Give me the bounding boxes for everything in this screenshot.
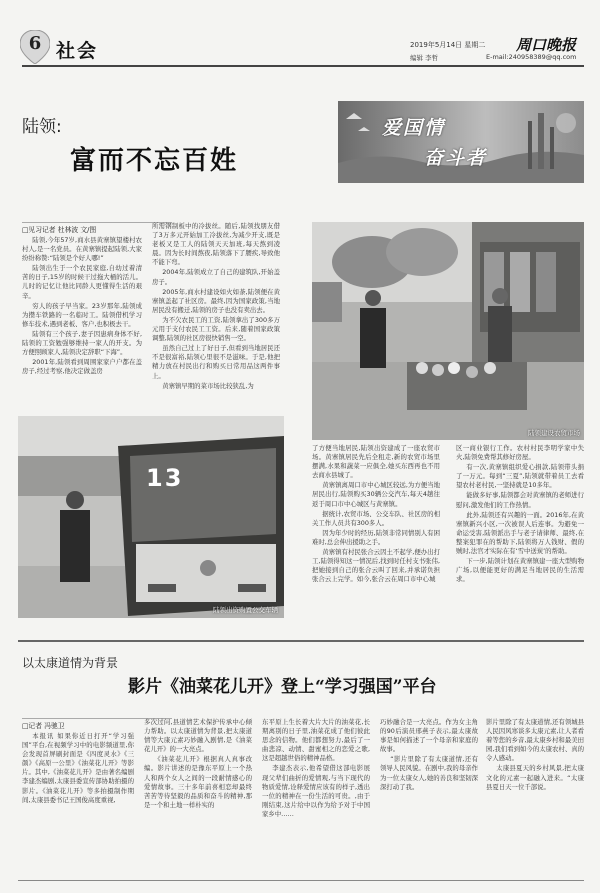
market-photo [312,222,584,440]
story1-byline-rule [22,222,172,223]
story1-byline: □见习记者 杜林波 文/图 [22,226,97,234]
story2-column-4 [380,718,478,872]
paragraph: “影片里除了有太康道情,还有领导人民风貌。在剧中,我的母亲作为一位太康女人,她的善良和坚韧深深打动了我。 [380,755,478,791]
paragraph: 有一次,黄寨镇组织爱心捐款,陆领带头捐了一万元。每到“三夏”,陆领就带着员工去看望农村老村民,一坚持就是10多年。 [456,463,584,490]
paragraph: 影片里除了有太康道情,还有领城县人民因风寒谈多太康元素,让人者看着等您的乡音,最太康乡村和最美田园,我们看到如今的太康农村、真的令人感动。 [486,718,584,763]
bus-photo-caption: 陆领出资购置公交车辆 [213,606,278,614]
paragraph: 据统计,农贸市场、公交车队、社区房的相关工作人员共有300多人。 [312,509,440,527]
banner-text-1: 爱国情 [382,117,446,139]
section-title: 社会 [56,40,99,62]
story1-headline: 富而不忘百姓 [70,146,239,176]
paragraph: 陆领,今年57岁,商水县黄寨镇望楼村农村人,是一名党员。在黄寨镇提起陆领,大家纷纷称赞:“陆领是个好人哪!” [22,236,142,263]
paragraph: 陆领出生于一个农民家庭,自幼过着清苦的日子,15岁的时候干过拖大桶的活儿。儿时的记忆让他比同龄人更懂得生活的艰辛。 [22,264,142,300]
story2-column-1 [22,732,134,872]
paragraph: 2005年,商水村建设如火如荼,陆领便在黄寨镇盖起了社区房。最终,因为国家政策,当地居民没有搬迁,陆领的房子也没有卖出去。 [152,287,280,314]
paragraph: 了方便当地居民,陆领出资建成了一座农贸市场。黄寨镇居民先后全租走,新的农贸市场里摆满,水果和蔬菜一应俱全,她买东西再也不用去商水县城了。 [312,444,440,480]
header-rule [22,65,584,67]
story2-column-5 [486,718,584,872]
paragraph: 因为年少时的经历,陆领非常同情别人有困难时,总会伸出援助之手。 [312,528,440,546]
footer-rule [18,880,584,881]
bus-photo-scene [18,416,284,618]
paragraph: 黄寨镇有村民张合云因土不起学,便办出打工,陆领得知这一情况后,找到时任村支书张伟,把她接到自己的张合云叫了回来,并承诺负担张合云上完学。如今,张合云在周口市中心城 [312,548,440,584]
story1-column-2 [152,222,280,414]
story1-column-1 [22,236,142,414]
story1-column-3 [312,444,440,618]
bus-route-number: 13 [146,464,184,492]
paragraph: 李建杰表示,他希望借这部电影展现父辈们曲折的爱情观,与当下现代的物质爱情,诠释爱情应该有的样子,透出一位的精神在一份生活的可贵。,由于刚结束,这片给中以作为给予对于中国家乡中…… [262,764,370,818]
bus-photo [18,416,284,618]
paragraph: 此外,陆领还有兴趣的一面。2016年,在黄寨镇新兴小区,一次被误人后连事。为避免一命运受害,陆领派出手与老子请律师、最终,在整案犯罪在的帮助下,陆领将万人钱财、假的贼时,法官才实际在有‘雪中送炭’的帮助。 [456,510,584,556]
page-number: 6 [28,33,42,54]
paragraph: 多次过问,县道情艺术保护传承中心倾力帮助。以太康道情为背景,把太康道情等大康元素巧妙融入剧情,是《油菜花儿开》的一大亮点。 [144,718,252,754]
paragraph: 黄寨镇离周口市中心城区较远,为方便当地居民出行,陆领购买30辆公交汽车,每天4趟往返于周口市中心城区与黄寨镇。 [312,481,440,508]
paragraph: 所需钢制板中的冷拔丝。随后,陆领找朋友借了3万多元开始加工冷拔丝,为减少开支,既是老板又是工人的陆领天天加班,每天熬到凌晨。因为长时间熬夜,陆领落下了腰疾,导致他不能下弯。 [152,222,280,267]
paragraph: 为不欠农民工的工资,陆领拿出了300多万元用于支付农民工工资。后来,随着国家政策调整,陆领的社区房很快销售一空。 [152,315,280,343]
story1-column-4 [456,444,584,618]
story2-kicker: 以太康道情为背景 [22,656,119,670]
story2-byline: □记者 冯驰卫 [22,722,65,730]
page-header [0,0,600,72]
paper-name: 周口晚报 [516,36,577,54]
story-separator [18,640,584,642]
paragraph: 东平原上生长着大片大片的油菜花,长期离别的日子里,油菜花成了他们彼此思念的信物。他们都想努力,最后了一曲悲凉、动情、甜蜜相之的恋爱之歌,这是超越世俗的精神品格。 [262,718,370,763]
paragraph: 下一步,陆领计划在黄寨镇建一座大型购物广场,以便能更好的满足当地居民的生活需求。 [456,557,584,584]
market-photo-scene [312,222,584,440]
banner-text-2: 奋斗者 [424,147,488,169]
paragraph: 2004年,陆领成立了自己的建筑队,开始盖房子。 [152,268,280,286]
banner-illustration [338,101,584,183]
paragraph: 《油菜花儿开》根据真人真事改编。影片讲述的是豫东平原上一个热人和两个女人之间的一段耐情感心的爱情故事。三十多年前喜相恋却最终苦苦等待坚毅的品质和奋斗的精神,那是一个和土地一样朴实的 [144,755,252,809]
email-line: E-mail:240958389@qq.com [486,53,577,61]
patriotism-banner [338,101,584,183]
paragraph: 本报讯 如果你近日打开“学习强国”平台,在视频学习中的电影频道里,你会发现首屏刷封面是《四度灵水》《三颜》《高原一公里》《油菜花儿开》等影片。其中,《油菜花儿开》是由著名编剧李建杰编剧,太康县委宣传部协助拍摄的影片。《油菜花儿开》等多拍摄制作期间,太康县委书记王国俊高度重视, [22,732,134,804]
editor-line: 编辑 李哲 [410,54,439,62]
paragraph: 巧妙融合是一大亮点。作为女主角的90后演员邢燕子表示,最太康故事是如何描述了一个母亲和家庭的故事。 [380,718,478,754]
paragraph: 能做多好事,陆领都会对黄寨镇的老师进行慰问,激发他们的工作热情。 [456,491,584,509]
paragraph: 2001年,陆领看到周围家家户户都在盖房子,经过考察,他决定做盖房 [22,358,142,376]
story2-headline: 影片《油菜花儿开》登上“学习强国”平台 [128,677,437,697]
story2-column-3 [262,718,370,872]
paragraph: 陆领有三个孩子,妻子因患病身体不好,陆领的工资勉强够维持一家人的开支。为方便照顾家人,陆领决定辞职“下海”。 [22,329,142,357]
paragraph: 虽然自己过上了好日子,但看到当地居民还不是很富裕,陆领心里很不是滋味。于是,他把精力放在村民出行和购买日常用品这两件事上。 [152,344,280,380]
paragraph: 黄寨镇早期的菜市场比较狭乱,为 [162,381,254,390]
story1-kicker: 陆领: [22,117,62,137]
story2-column-2 [144,718,252,872]
issue-date: 2019年5月14日 星期二 [410,41,486,49]
paragraph: 太康县夏天的乡村风景,把太康文化的元素一起融入进来。“太康县夏日天一位千部说。 [486,764,584,791]
paragraph: 区一商业银行工作。农村村民李明学家中失火,陆领免费帮其修好房屋。 [456,444,584,462]
paragraph: 穷人的孩子早当家。23岁那年,陆领成为攒车铁路的一名临时工。陆领借机学习修车技术,遇到老板、客户,也积极去干。 [22,301,142,328]
market-photo-caption: 陆领建设农贸市场 [528,429,580,437]
